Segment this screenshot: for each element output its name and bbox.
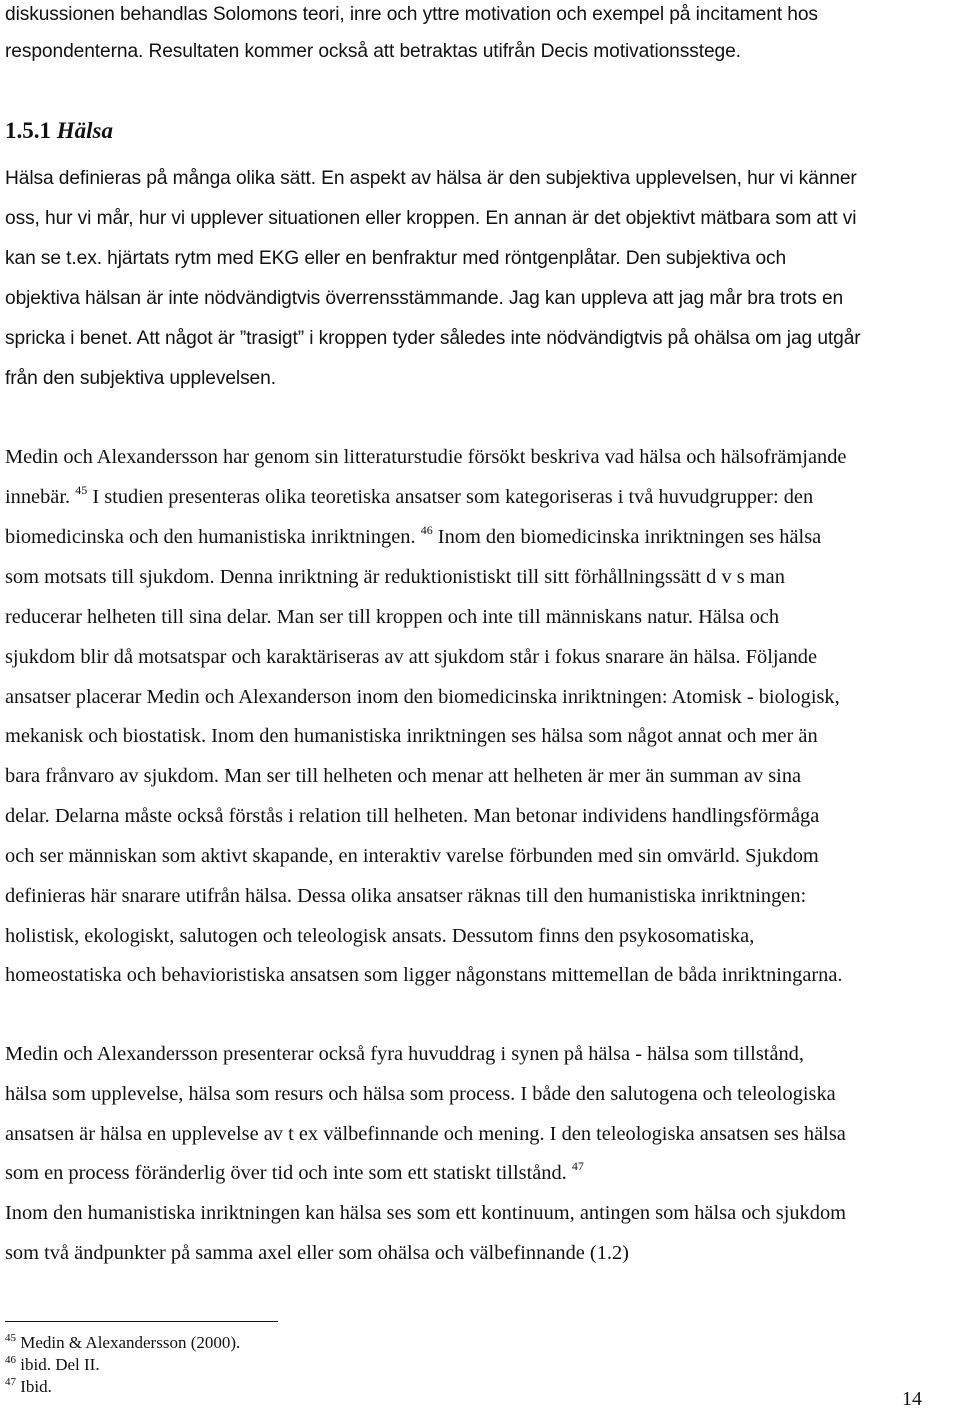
footnote-ref-46: 46 — [420, 523, 433, 537]
para1-line: oss, hur vi mår, hur vi upplever situationen eller kroppen. En annan är det objektivt mätbara som att vi — [5, 208, 857, 229]
para2-line: holistisk, ekologiskt, salutogen och teleologisk ansats. Dessutom finns den psykosomatiska, — [5, 925, 755, 947]
intro-line-1: diskussionen behandlas Solomons teori, inre och yttre motivation och exempel på incitament hos — [5, 4, 818, 25]
para2-line: och ser människan som aktivt skapande, en interaktiv varelse förbunden med sin omvärld. Sjukdom — [5, 845, 819, 867]
page-number: 14 — [902, 1388, 922, 1410]
para2-line: ansatser placerar Medin och Alexanderson inom den biomedicinska inriktningen: Atomisk - biologisk, — [5, 686, 840, 708]
para2-line: bara frånvaro av sjukdom. Man ser till helheten och menar att helheten är mer än summan av sina — [5, 765, 802, 787]
para3-line: hälsa som upplevelse, hälsa som resurs och hälsa som process. I både den salutogena och teleologiska — [5, 1083, 836, 1105]
para1-line: kan se t.ex. hjärtats rytm med EKG eller en benfraktur med röntgenplåtar. Den subjektiva och — [5, 248, 787, 269]
section-heading — [5, 118, 113, 144]
intro-line-2: respondenterna. Resultaten kommer också att betraktas utifrån Decis motivationsstege. — [5, 41, 741, 62]
para3-line: Medin och Alexandersson presenterar också fyra huvuddrag i synen på hälsa - hälsa som tillstånd, — [5, 1043, 804, 1065]
footnote-ref-45: 45 — [75, 483, 88, 497]
para2-line: sjukdom blir då motsatspar och karaktäriseras av att sjukdom står i fokus snarare än hälsa. Följande — [5, 646, 818, 668]
para3-line: som två ändpunkter på samma axel eller som ohälsa och välbefinnande (1.2) — [5, 1242, 629, 1264]
section-number: 1.5.1 — [5, 118, 51, 143]
para1-line: spricka i benet. Att något är ”trasigt” i kroppen tyder således inte nödvändigtvis på ohälsa om jag utgår — [5, 328, 861, 349]
section-title: Hälsa — [56, 118, 113, 143]
para3-line: Inom den humanistiska inriktningen kan hälsa ses som ett kontinuum, antingen som hälsa och sjukdom — [5, 1202, 847, 1224]
para2-line: definieras här snarare utifrån hälsa. Dessa olika ansatser räknas till den humanistiska inriktningen: — [5, 885, 807, 907]
para2-line: Medin och Alexandersson har genom sin litteraturstudie försökt beskriva vad hälsa och hälsofrämjande — [5, 446, 847, 468]
para1-line: Hälsa definieras på många olika sätt. En aspekt av hälsa är den subjektiva upplevelsen, hur vi känner — [5, 168, 857, 189]
footnote-46: $^{46}$ ibid. Del II. — [5, 1354, 100, 1374]
para1-line: objektiva hälsan är inte nödvändigtvis överrensstämmande. Jag kan uppleva att jag mår bra trots en — [5, 288, 844, 309]
para2-line: biomedicinska och den humanistiska inriktningen. $^{46}$ Inom den biomedicinska inriktningen ses hälsa — [5, 523, 822, 548]
para2-line: reducerar helheten till sina delar. Man ser till kroppen och inte till människans natur. Hälsa och — [5, 606, 780, 628]
para2-line: som motsats till sjukdom. Denna inriktning är reduktionistiskt till sitt förhållningssätt d v s man — [5, 566, 785, 588]
para2-line: delar. Delarna måste också förstås i relation till helheten. Man betonar individens handlingsförmåga — [5, 805, 820, 827]
footnote-ref-47: 47 — [571, 1159, 584, 1173]
para2-line: mekanisk och biostatisk. Inom den humanistiska inriktningen ses hälsa som något annat och mer än — [5, 725, 818, 747]
para2-line: innebär. $^{45}$ I studien presenteras olika teoretiska ansatser som kategoriseras i två huvudgrupper: den — [5, 483, 814, 508]
footnote-47: $^{47}$ Ibid. — [5, 1376, 52, 1396]
footnote-45: $^{45}$ Medin & Alexandersson (2000). — [5, 1332, 241, 1352]
para3-line: som en process föränderlig över tid och inte som ett statiskt tillstånd. $^{47}$ — [5, 1159, 584, 1184]
para1-line: från den subjektiva upplevelsen. — [5, 368, 276, 389]
para2-line: homeostatiska och behavioristiska ansatsen som ligger någonstans mittemellan de båda inriktningarna. — [5, 964, 843, 986]
para3-line: ansatsen är hälsa en upplevelse av t ex välbefinnande och mening. I den teleologiska ansatsen ses hälsa — [5, 1123, 846, 1145]
footnote-divider — [5, 1321, 278, 1322]
